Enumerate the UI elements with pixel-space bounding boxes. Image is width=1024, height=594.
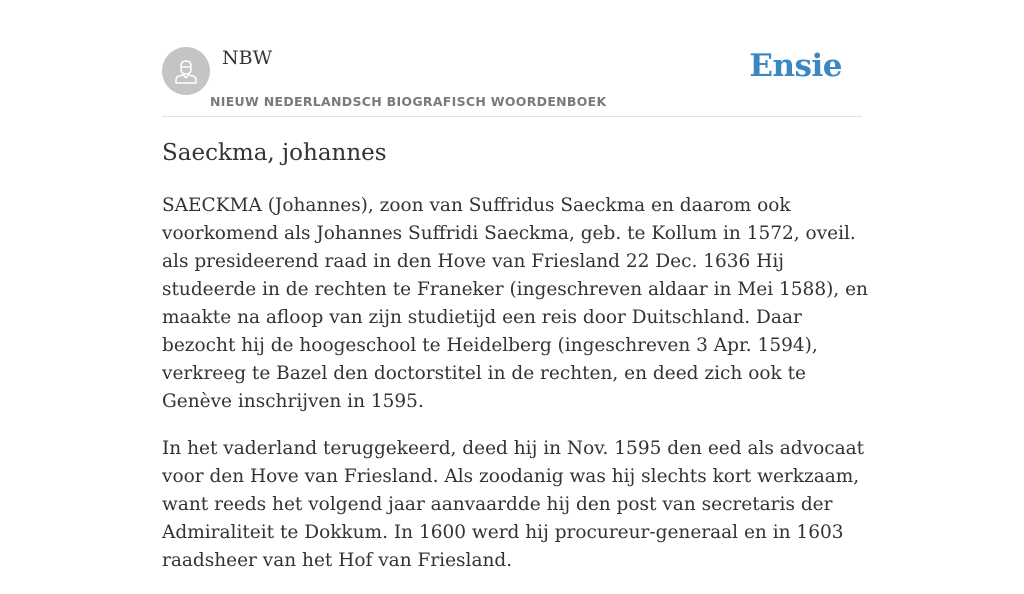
author-name[interactable]: NBW bbox=[222, 47, 273, 69]
source-subtitle[interactable]: NIEUW NEDERLANDSCH BIOGRAFISCH WOORDENBOEK bbox=[210, 94, 607, 109]
avatar[interactable] bbox=[162, 47, 210, 95]
article-header bbox=[162, 44, 862, 117]
ensie-logo[interactable]: Ensie bbox=[749, 48, 842, 84]
paragraph: SAECKMA (Johannes), zoon van Suffridus Saeckma en daarom ook voorkomend als Johannes Suffridi Saeckma, geb. te Kollum in 1572, oveil. als presideerend raad in den Hove van Friesland 22 Dec. 1636 Hij studeerde in de rechten te Franeker (ingeschreven aldaar in Mei 1588), en maakte na afloop van zijn studietijd een reis door Duitschland. Daar bezocht hij de hoogeschool te Heidelberg (ingeschreven 3 Apr. 1594), verkreeg te Bazel den doctorstitel in de rechten, en deed zich ook te Genève inschrijven in 1595. bbox=[162, 195, 868, 412]
article-title: Saeckma, johannes bbox=[162, 140, 387, 166]
user-icon bbox=[172, 57, 200, 85]
paragraph: In het vaderland teruggekeerd, deed hij in Nov. 1595 den eed als advocaat voor den Hove van Friesland. Als zoodanig was hij slechts kort werkzaam, want reeds het volgend jaar aanvaardde hij den post van secretaris der Admiraliteit te Dokkum. In 1600 werd hij procureur-generaal en in 1603 raadsheer van het Hof van Friesland. bbox=[162, 438, 865, 571]
article-body bbox=[162, 192, 868, 594]
